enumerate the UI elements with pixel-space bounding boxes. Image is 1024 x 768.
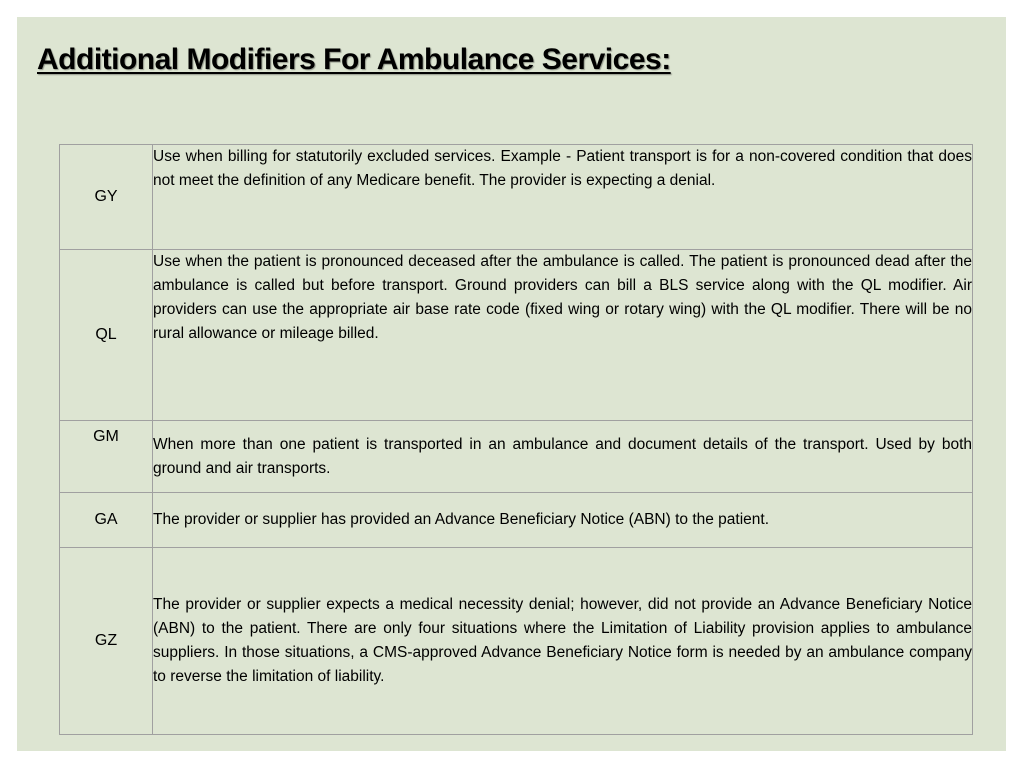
- modifier-description: Use when billing for statutorily excluded services. Example - Patient transport is for a non-covered condition that does not meet the definition of any Medicare benefit. The provider is expecting a denial.: [153, 145, 973, 250]
- modifier-description: When more than one patient is transported in an ambulance and document details of the transport. Used by both ground and air transports.: [153, 421, 973, 493]
- modifiers-table: [59, 144, 973, 735]
- table-row: [60, 145, 973, 250]
- table-row: [60, 250, 973, 421]
- modifier-code: GZ: [60, 548, 153, 735]
- modifier-code: GY: [60, 145, 153, 250]
- slide-title: Additional Modifiers For Ambulance Services:: [37, 43, 671, 76]
- modifier-description: The provider or supplier expects a medical necessity denial; however, did not provide an Advance Beneficiary Notice (ABN) to the patient. There are only four situations where the Limitation of Liability provision applies to ambulance suppliers. In those situations, a CMS-approved Advance Beneficiary Notice form is needed by an ambulance company to reverse the limitation of liability.: [153, 548, 973, 735]
- modifier-code: QL: [60, 250, 153, 421]
- table-row: [60, 548, 973, 735]
- slide: [17, 17, 1006, 751]
- table-row: [60, 493, 973, 548]
- modifier-description: Use when the patient is pronounced deceased after the ambulance is called. The patient is pronounced dead after the ambulance is called but before transport. Ground providers can bill a BLS service along with the QL modifier. Air providers can use the appropriate air base rate code (fixed wing or rotary wing) with the QL modifier. There will be no rural allowance or mileage billed.: [153, 250, 973, 421]
- table-row: [60, 421, 973, 493]
- modifier-code: GM: [60, 421, 153, 493]
- modifier-code: GA: [60, 493, 153, 548]
- modifier-description: The provider or supplier has provided an Advance Beneficiary Notice (ABN) to the patient.: [153, 493, 973, 548]
